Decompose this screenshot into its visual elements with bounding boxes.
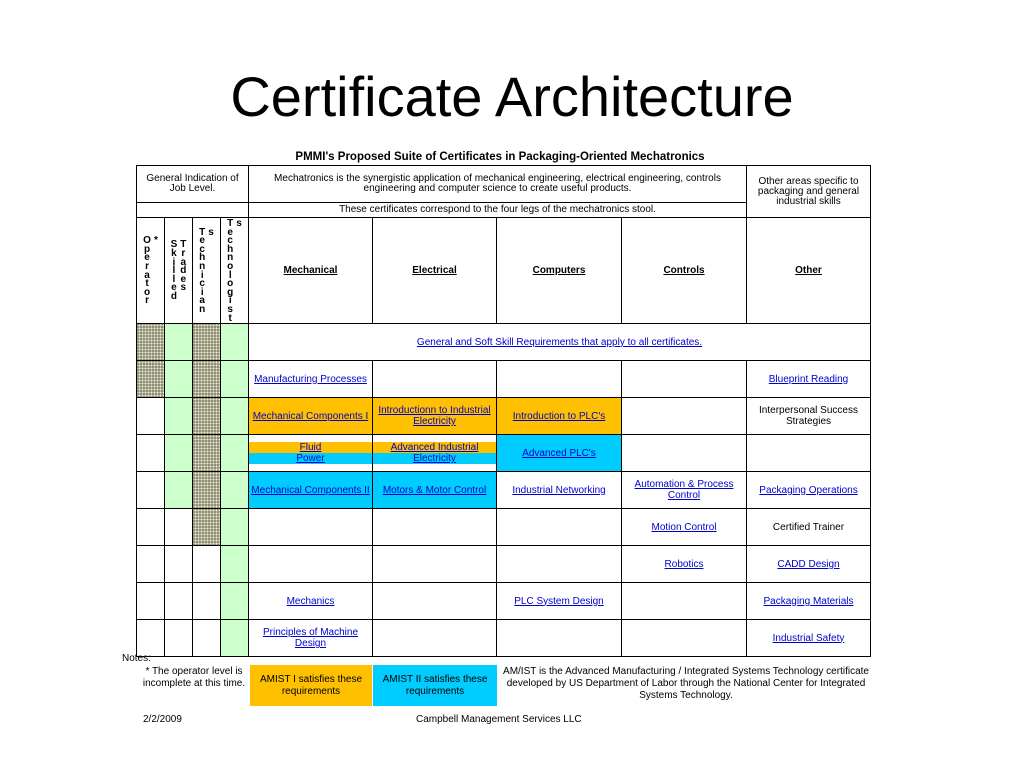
level-cell — [165, 435, 193, 472]
cert-cell[interactable] — [249, 620, 373, 657]
cert-cell-empty — [622, 620, 747, 657]
cert-motors-motor-control[interactable]: Motors & Motor Control — [382, 484, 487, 496]
level-cell — [137, 398, 165, 435]
cert-cell[interactable] — [622, 546, 747, 583]
level-cell — [137, 546, 165, 583]
cert-mechanical-components-1[interactable]: Mechanical Components I — [252, 410, 369, 422]
cert-cell[interactable] — [497, 398, 622, 435]
cert-cell[interactable] — [249, 398, 373, 435]
level-cell — [221, 583, 249, 620]
cert-automation-process-control[interactable]: Automation & Process Control — [634, 479, 734, 502]
level-cell — [137, 361, 165, 398]
cert-cell[interactable] — [249, 472, 373, 509]
level-cell — [221, 361, 249, 398]
cert-certified-trainer: Certified Trainer — [772, 521, 845, 533]
cert-cell — [747, 509, 871, 546]
column-electrical: Electrical — [373, 218, 497, 324]
level-cell — [165, 509, 193, 546]
cert-cell[interactable] — [622, 509, 747, 546]
cert-plc-system-design[interactable]: PLC System Design — [514, 595, 604, 607]
level-cell — [221, 324, 249, 361]
level-cell — [193, 546, 221, 583]
level-heading-line: S k i l l e d — [170, 239, 178, 303]
cert-cell-empty — [497, 620, 622, 657]
level-heading-line: T r a d e s — [180, 239, 187, 294]
cert-cell-empty — [622, 583, 747, 620]
general-requirements-link[interactable]: General and Soft Skill Requirements that apply to all certificates. — [416, 336, 703, 348]
level-heading-line: s — [236, 218, 242, 229]
cert-cadd-design[interactable]: CADD Design — [777, 558, 840, 570]
footer-company: Campbell Management Services LLC — [416, 714, 582, 725]
level-cell — [137, 583, 165, 620]
cert-interpersonal-success: Interpersonal Success Strategies — [759, 405, 858, 428]
level-cell — [221, 620, 249, 657]
level-cell — [221, 472, 249, 509]
job-level-header: General Indication of Job Level. — [137, 166, 249, 203]
cert-cell-empty — [622, 398, 747, 435]
cert-blueprint-reading[interactable]: Blueprint Reading — [768, 373, 849, 385]
level-cell — [193, 324, 221, 361]
level-cell — [193, 361, 221, 398]
level-cell — [165, 361, 193, 398]
column-mechanical: Mechanical — [249, 218, 373, 324]
slide-title: Certificate Architecture — [230, 65, 794, 128]
level-cell — [221, 509, 249, 546]
level-heading-line: O p e r a t o r — [143, 235, 151, 307]
level-technicians — [193, 218, 221, 324]
cert-cell-empty — [497, 509, 622, 546]
cert-advanced-plcs[interactable]: Advanced PLC's — [522, 447, 596, 459]
level-cell — [137, 509, 165, 546]
level-cell — [221, 546, 249, 583]
cert-intro-industrial-electricity[interactable]: Introductionn to Industrial Electricity — [378, 405, 491, 428]
cert-industrial-networking[interactable]: Industrial Networking — [512, 484, 606, 496]
level-heading-line: s — [208, 226, 214, 238]
cert-cell[interactable] — [373, 398, 497, 435]
cert-robotics[interactable]: Robotics — [664, 558, 704, 570]
notes-label: Notes: — [122, 653, 151, 664]
level-cell — [165, 324, 193, 361]
cert-cell-empty — [497, 546, 622, 583]
level-cell — [137, 472, 165, 509]
cert-motion-control[interactable]: Motion Control — [651, 521, 717, 533]
level-cell — [221, 398, 249, 435]
level-cell — [221, 435, 249, 472]
level-technologists — [221, 218, 249, 324]
level-cell — [193, 509, 221, 546]
cert-cell — [747, 398, 871, 435]
cert-cell-empty — [373, 546, 497, 583]
column-other: Other — [747, 218, 871, 324]
level-cell — [193, 435, 221, 472]
cert-power[interactable]: Power — [296, 453, 325, 465]
cert-cell[interactable] — [497, 435, 622, 472]
cert-fluid[interactable]: Fluid — [299, 442, 322, 454]
level-cell — [165, 398, 193, 435]
cert-principles-machine-design[interactable]: Principles of Machine Design — [262, 627, 359, 650]
cert-cell[interactable] — [622, 472, 747, 509]
cert-cell[interactable] — [497, 583, 622, 620]
cert-mechanics[interactable]: Mechanics — [286, 595, 335, 607]
level-cell — [165, 620, 193, 657]
cert-manufacturing-processes[interactable]: Manufacturing Processes — [254, 373, 367, 385]
cert-cell[interactable] — [747, 546, 871, 583]
cert-cell[interactable] — [497, 472, 622, 509]
cert-cell-empty — [497, 361, 622, 398]
cert-cell-empty — [249, 546, 373, 583]
cert-cell[interactable] — [747, 472, 871, 509]
level-cell — [137, 435, 165, 472]
level-heading-line: T e c h n i c i a n — [199, 226, 206, 315]
cert-cell[interactable] — [249, 361, 373, 398]
cert-cell-empty — [622, 435, 747, 472]
level-cell — [137, 324, 165, 361]
four-legs-note: These certificates correspond to the four legs of the mechatronics stool. — [249, 203, 747, 218]
level-cell — [193, 583, 221, 620]
cert-cell-empty — [373, 620, 497, 657]
general-requirements-cell[interactable] — [249, 324, 871, 361]
column-computers: Computers — [497, 218, 622, 324]
cert-intro-plcs[interactable]: Introduction to PLC's — [512, 410, 606, 422]
cert-industrial-safety[interactable]: Industrial Safety — [772, 632, 845, 644]
level-cell — [165, 583, 193, 620]
certificate-table — [136, 165, 871, 657]
column-controls: Controls — [622, 218, 747, 324]
job-level-spacer — [137, 203, 249, 218]
cert-cell[interactable] — [249, 435, 373, 472]
cert-cell-empty — [622, 361, 747, 398]
amist-1-legend: AMIST I satisfies these requirements — [250, 665, 372, 706]
cert-cell-empty — [373, 583, 497, 620]
level-cell — [193, 472, 221, 509]
other-areas-header: Other areas specific to packaging and general industrial skills — [747, 166, 871, 218]
cert-mechanical-components-2[interactable]: Mechanical Components II — [251, 484, 370, 496]
cert-cell-empty — [373, 361, 497, 398]
level-cell — [165, 546, 193, 583]
cert-cell[interactable] — [373, 435, 497, 472]
cert-packaging-operations[interactable]: Packaging Operations — [759, 484, 858, 496]
cert-cell[interactable] — [373, 472, 497, 509]
cert-cell[interactable] — [747, 583, 871, 620]
level-skilled-trades — [165, 218, 193, 324]
suite-title: PMMI's Proposed Suite of Certificates in Packaging-Oriented Mechatronics — [295, 151, 705, 163]
cert-cell[interactable] — [249, 583, 373, 620]
cert-advanced-industrial[interactable]: Advanced Industrial — [390, 442, 479, 454]
cert-cell-empty — [373, 509, 497, 546]
cert-cell[interactable] — [747, 620, 871, 657]
level-heading-line: T e c h n o l o g i s t — [227, 218, 234, 324]
level-heading-line: * — [153, 235, 158, 247]
level-cell — [193, 398, 221, 435]
cert-cell-empty — [747, 435, 871, 472]
amist-definition: AM/IST is the Advanced Manufacturing / Integrated Systems Technology certificate developed by US Department of Labor through the National Center for Integrated Systems Technology. — [503, 666, 869, 701]
cert-packaging-materials[interactable]: Packaging Materials — [763, 595, 854, 607]
level-cell — [165, 472, 193, 509]
level-cell — [137, 620, 165, 657]
footer-date: 2/2/2009 — [143, 714, 182, 725]
cert-cell-empty — [249, 509, 373, 546]
level-cell — [193, 620, 221, 657]
operator-note: * The operator level is incomplete at this time. — [142, 666, 246, 689]
mechatronics-definition: Mechatronics is the synergistic application of mechanical engineering, electrical engineering, controls engineering and computer science to create useful products. — [249, 166, 747, 203]
amist-2-legend: AMIST II satisfies these requirements — [373, 665, 497, 706]
level-operator — [137, 218, 165, 324]
cert-electricity[interactable]: Electricity — [413, 453, 456, 465]
cert-cell[interactable] — [747, 361, 871, 398]
